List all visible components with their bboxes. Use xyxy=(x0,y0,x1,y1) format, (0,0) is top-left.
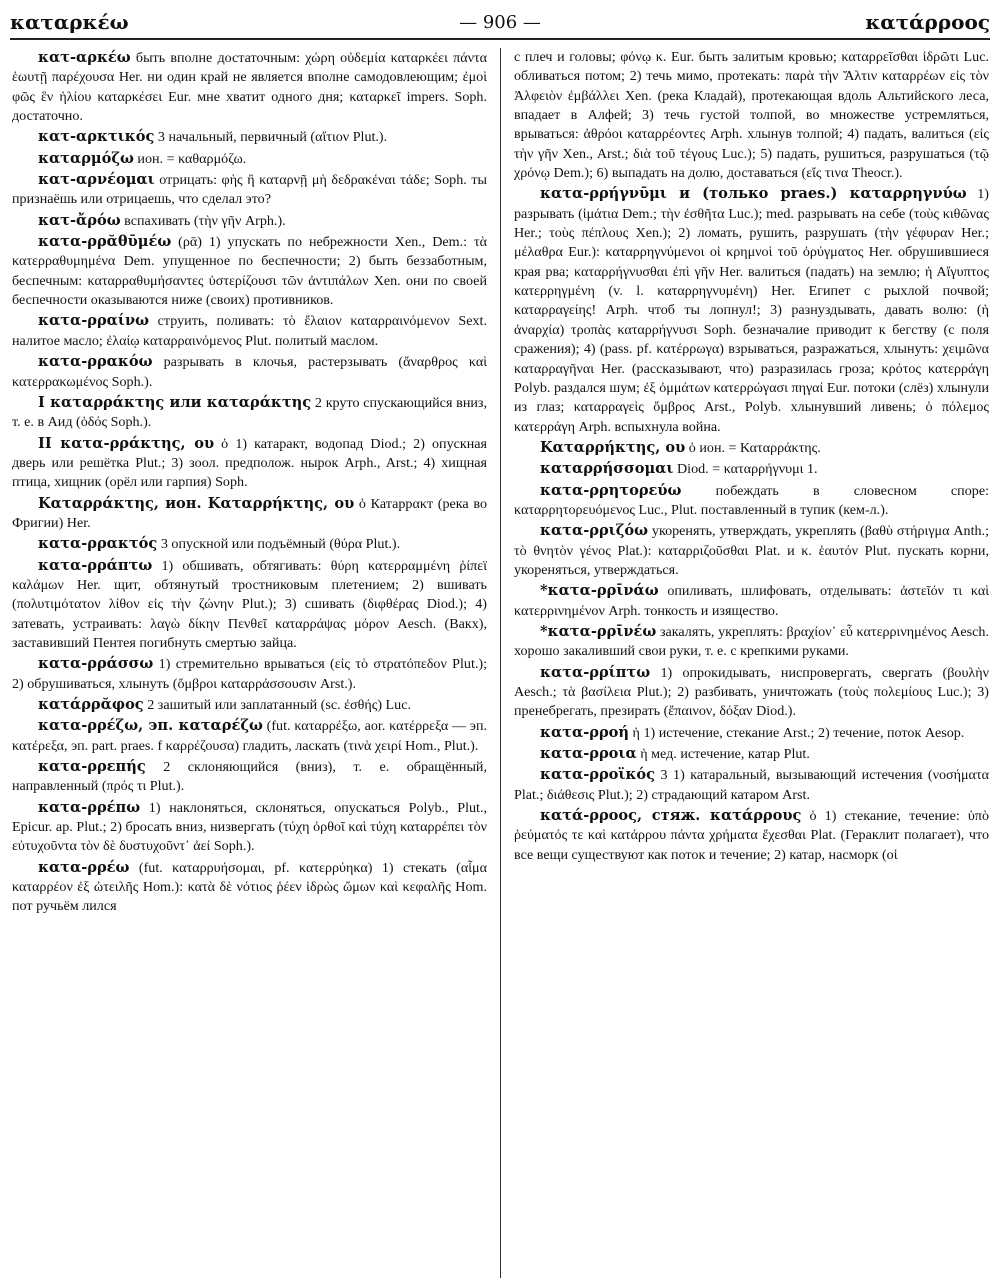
entry-headword: *κατα-ρρῑνέω xyxy=(540,622,657,640)
entry-headword: κατα-ρρακόω xyxy=(38,353,153,371)
entry-headword: κατα-ρρεπής xyxy=(38,758,146,776)
entry-headword: κατα-ρρακτός xyxy=(38,535,158,553)
entry-headword: κατ-ἄρόω xyxy=(38,211,121,229)
dictionary-entry xyxy=(12,695,487,715)
dictionary-entry xyxy=(514,184,989,436)
dictionary-entry xyxy=(12,434,487,493)
page-header xyxy=(10,8,990,40)
dictionary-entry xyxy=(514,765,989,805)
dictionary-entry xyxy=(514,622,989,662)
right-column xyxy=(514,48,989,1278)
column-divider xyxy=(500,48,501,1278)
entry-definition: струить, поливать: τὸ ἔλαιον καταρραινόμενον Sext. налитое масло; ἐλαίῳ καταρραινόμενος Plut. политый маслом. xyxy=(12,313,487,349)
dictionary-entry xyxy=(12,534,487,554)
dictionary-entry xyxy=(12,211,487,231)
dictionary-entry xyxy=(514,663,989,722)
entry-headword: κατα-ρρᾰθῡμέω xyxy=(38,233,172,251)
entry-definition: разрывать в клочья, растерзывать (ἄναρθρος καὶ κατερρακωμένος Soph.). xyxy=(12,354,487,390)
entry-definition: ὁ ион. = Καταρράκτης. xyxy=(685,439,821,456)
dictionary-entry xyxy=(12,149,487,169)
dictionary-entry xyxy=(12,556,487,654)
entry-headword: κατα-ρρέπω xyxy=(38,798,141,816)
entry-definition: 2 зашитый или заплатанный (sc. ἐσθής) Luc. xyxy=(143,697,411,713)
entry-definition: Diod. = καταρρήγνυμι 1. xyxy=(673,461,818,478)
entry-definition: 3 начальный, первичный (αἴτιον Plut.). xyxy=(154,129,388,146)
entry-headword: κατα-ρρέω xyxy=(38,858,130,876)
entry-definition: 2 склоняющийся (вниз), т. е. обращённый, направленный (πρός τι Plut.). xyxy=(12,759,487,795)
dictionary-entry xyxy=(12,127,487,147)
dictionary-entry xyxy=(514,806,989,865)
header-left-headword: καταρκέω xyxy=(10,10,129,34)
entry-headword: κατ-αρνέομαι xyxy=(38,171,155,189)
dictionary-entry xyxy=(12,798,487,857)
entry-headword: κατα-ρροϊκός xyxy=(540,766,656,784)
entry-definition: быть вполне достаточным: χώρη οὐδεμία καταρκέει πάντα ἑωυτῇ παρέχουσα Her. ни один край не является вполне самодовлеющим; ἐμοὶ φῶς ἓν ἡλίου καταρκέσει Eur. мне хватит одного дня; καταρκεῖ impers. Soph. достаточно. xyxy=(12,50,487,125)
entry-definition: (ρᾱ) 1) упускать по небрежности Xen., Dem.: τὰ κατερραθυμημένα Dem. упущенное по беспечности; 2) быть беззаботным, беспечным: καταρραθυμήσαντες ὑστερίζουσι τῶν ἀντιπάλων Xen. они по своей беспечности оказываются ниже (своих) противников. xyxy=(12,234,487,309)
header-right-headword: κατάρροος xyxy=(865,10,990,34)
entry-headword: II κατα-ρράκτης, ου xyxy=(38,434,215,452)
entry-headword: Καταρρήκτης, ου xyxy=(540,438,686,456)
entry-definition: (fut. καταρρυήσομαι, pf. κατερρύηκα) 1) стекать (αἷμα καταρρέον ἐξ ὠτειλῆς Hom.): κατὰ δὲ νότιος ῥέεν ἱδρὼς ὤμων καὶ κεφαλῆς Hom. пот ручьём лился xyxy=(12,859,487,915)
entry-definition: укоренять, утверждать, укреплять (βαθὺ στήριγμα Anth.; τὸ θνητὸν γένος Plat.): καταρριζοῦσθαι Plat. и κ. ἑαυτόν Plut. пускать корни, укореняться, утверждаться. xyxy=(514,523,989,578)
dictionary-entry xyxy=(12,352,487,392)
dictionary-entry xyxy=(514,581,989,621)
dictionary-entry xyxy=(12,48,487,126)
entry-headword: καταρρήσσομαι xyxy=(540,460,674,478)
entry-headword: κατ-αρκέω xyxy=(38,49,131,66)
entry-definition: с плеч и головы; φόνῳ κ. Eur. быть залитым кровью; καταρρεῖσθαι ἱδρῶτι Luc. обливаться потом; 2) течь мимо, протекать: παρὰ τὴν Ἄλτιν καταρρέων εἰς τὸν Ἀλφειὸν ἐμβάλλει Xen. (река Кладай), протекающая вдоль Альтийского леса, впадает в Алфей; 3) течь густой толпой, во множестве устремляться, врываться: ἀθρόοι καταρρέοντες Arph. хлынув толпой; 4) падать, валиться (εἰς τὴν γῆν Xen., Arst.; διὰ τοῦ τέγους Luc.); 5) падать, рушиться, разрушаться (τῷ χρόνῳ Dem.); 6) выпадать на долю, доставаться (εἴς τινα Theocr.). xyxy=(514,49,989,182)
dictionary-entry xyxy=(514,723,989,743)
entry-headword: κατά-ρροος, стяж. κατάρρους xyxy=(540,807,802,825)
entry-headword: κατα-ρριζόω xyxy=(540,522,649,540)
entry-definition: ἡ 1) истечение, стекание Arst.; 2) течение, поток Aesop. xyxy=(629,724,965,741)
entry-definition: 1) разрывать (ἱμάτια Dem.; τὴν ἐσθῆτα Luc.); med. разрывать на себе (τοὺς κιθῶνας Her.; τοὺς πέπλους Xen.); 2) ломать, рушить, разрушать (τὴν γέφυραν Her.; μέλαθρα Eur.): καταρρηγνύμενοι οἱ κρημνοὶ τοῦ ὀρύγματος Her. обрушившиеся края рва; καταρρήγνυσθαι ἐπὶ γῆν Her. валиться (падать) на землю; ἡ Αἴγυπτος κατερρηγμένη (v. l. καταρρηγνυμένη) Her. Египет с рыхлой почвой; καταρραγείης! Arph. чтоб ты лопнул!; 3) разнуздывать, давать волю: (ἡ ἀναρχία) τροπὰς καταρρήγνυσι Soph. безначалие приводит к бегству (с поля сражения); 4) (pass. pf. κατέρρωγα) взрываться, разражаться, хлынуть: χειμῶνα καταρραγῆναι Her. (рассказывают, что) разразилась гроза; κρότος κατερράγη Polyb. раздался шум; ἐξ ὀμμάτων κατερρώγασι πηγαί Eur. потоки (слёз) хлынули из глаз; καταρραγεὶς ὄμβρος Arst., Polyb. хлынувший ливень; ὁ πόλεμος κατερράγη Arph. вспыхнула война. xyxy=(514,186,989,435)
entry-headword: κατ-αρκτικός xyxy=(38,128,155,146)
entry-definition: ἡ мед. истечение, катар Plut. xyxy=(636,746,810,763)
entry-definition: побеждать в словесном споре: καταρρητορευόμενος Luc., Plut. поставленный в тупик (кем-л.). xyxy=(514,482,989,518)
entry-headword: I καταρράκτης или καταράκτης xyxy=(38,393,312,411)
dictionary-entry xyxy=(514,48,989,183)
dictionary-entry xyxy=(12,757,487,797)
dictionary-entry xyxy=(514,744,989,764)
entry-definition: 1) стремительно врываться (εἰς τὸ στρατόπεδον Plut.); 2) обрушиваться, хлынуть (ὄμβροι καταρράσσουσιν Arst.). xyxy=(12,656,487,692)
entry-definition: 1) опрокидывать, ниспровергать, свергать (βουλὴν Aesch.; τὰ βασίλεια Plut.); 2) разбивать, уничтожать (τοὺς πολεμίους Luc.); 3) пренебрегать, презирать (ἔπαινον, δόξαν Diod.). xyxy=(514,664,989,720)
entry-headword: κατα-ρράπτω xyxy=(38,556,153,574)
entry-definition: закалять, укреплять: βραχίον᾽ εὖ κατερρινημένος Aesch. хорошо закаливший свои руки, т. е. с крепкими руками. xyxy=(514,623,989,660)
entry-definition: 3 1) катаральный, вызывающий истечения (νοσήματα Plat.; διάθεσις Plut.); 2) страдающий катаром Arst. xyxy=(514,767,989,803)
entry-definition: (fut. καταρρέξω, aor. κατέρρεξα — эп. κατέρεξα, эп. part. praes. f καρρέζουσα) гладить, ласкать (τινὰ χειρί Hom., Plut.). xyxy=(12,718,487,754)
dictionary-entry xyxy=(514,459,989,479)
entry-definition: 2 круто спускающийся вниз, т. е. в Аид (ὁδός Soph.). xyxy=(12,394,487,431)
entry-headword: κατα-ρραίνω xyxy=(38,312,149,330)
dictionary-entry xyxy=(12,393,487,433)
page-number: — 906 — xyxy=(459,12,541,33)
dictionary-entry xyxy=(12,858,487,917)
entry-headword: κατα-ρρητορεύω xyxy=(540,481,682,499)
entry-definition: ион. = καθαρμόζω. xyxy=(133,150,247,167)
entry-definition: ὁ 1) катаракт, водопад Diod.; 2) опускная дверь или решётка Plut.; 3) зоол. предполож. нырок Arph., Arst.; 4) хищная птица, хищник (орёл или гарпия) Soph. xyxy=(12,435,487,491)
left-column xyxy=(12,48,487,1278)
dictionary-entry xyxy=(12,716,487,756)
entry-headword: καταρμόζω xyxy=(38,149,134,167)
entry-definition: 1) наклоняться, склоняться, опускаться Polyb., Plut., Epicur. ap. Plut.; 2) бросать вниз, низвергать (τύχη ὀρθοῖ καὶ τύχη καταρρέπει τὸν εὐτυχοῦντα τὸν δὲ δυστυχοῦντ᾽ ἀεί Soph.). xyxy=(12,799,487,855)
entry-headword: κατα-ρροή xyxy=(540,723,630,741)
entry-headword: κατα-ρρέζω, эп. καταρέζω xyxy=(38,717,263,735)
entry-headword: Καταρράκτης, ион. Καταρρήκτης, ου xyxy=(38,494,355,512)
dictionary-entry xyxy=(12,232,487,310)
entry-definition: 1) обшивать, обтягивать: θύρη κατερραμμένη ῥίπεϊ καλάμων Her. щит, обтянутый тростниковым плетением; 2) вшивать (πολυτιμότατον λίθον εἰς τὴν ζώνην Plut.); 3) сшивать (διφθέρας Diod.); 4) затевать, устраивать: λαγὼ δίκην Πενθεῖ καταρράψας μόρον Aesch. (Вакх), заставивший Пентея погибнуть смертью зайца. xyxy=(12,557,487,651)
entry-definition: опиливать, шлифовать, отделывать: ἀστεῖόν τι καὶ κατερρινημένον Arph. тонкость и изящество. xyxy=(514,583,989,619)
dictionary-entry xyxy=(514,481,989,521)
entry-definition: отрицать: φὴς ἢ καταρνῇ μὴ δεδρακέναι τάδε; Soph. ты признаёшь или отрицаешь, что сделал это? xyxy=(12,172,487,208)
entry-definition: 3 опускной или подъёмный (θύρα Plut.). xyxy=(157,536,401,553)
dictionary-entry xyxy=(514,438,989,458)
dictionary-entry xyxy=(12,654,487,694)
dictionary-entry xyxy=(12,311,487,351)
entry-headword: κατα-ρράσσω xyxy=(38,655,154,673)
entry-headword: κατα-ρρίπτω xyxy=(540,663,651,681)
entry-definition: вспахивать (τὴν γῆν Arph.). xyxy=(120,212,286,229)
entry-headword: κατα-ρροια xyxy=(540,745,637,763)
entry-definition: ὁ Катаррακт (река во Фригии) Her. xyxy=(12,495,487,531)
entry-headword: *κατα-ρρῑνάω xyxy=(540,582,659,600)
entry-headword: κατα-ρρήγνῡμι и (только praes.) καταρρηγνύω xyxy=(540,185,967,203)
dictionary-entry xyxy=(514,521,989,580)
dictionary-entry xyxy=(12,170,487,210)
dictionary-entry xyxy=(12,494,487,534)
entry-definition: ὁ 1) стекание, течение: ὑπὸ ῥεύματός τε καὶ κατάρρου πάντα χρήματα ἔχεσθαι Plat. (Гераклит полагает), что все вещи существуют как поток и течение; 2) катар, насморк (οἱ xyxy=(514,808,989,863)
entry-headword: κατάρρᾰφος xyxy=(38,696,144,713)
